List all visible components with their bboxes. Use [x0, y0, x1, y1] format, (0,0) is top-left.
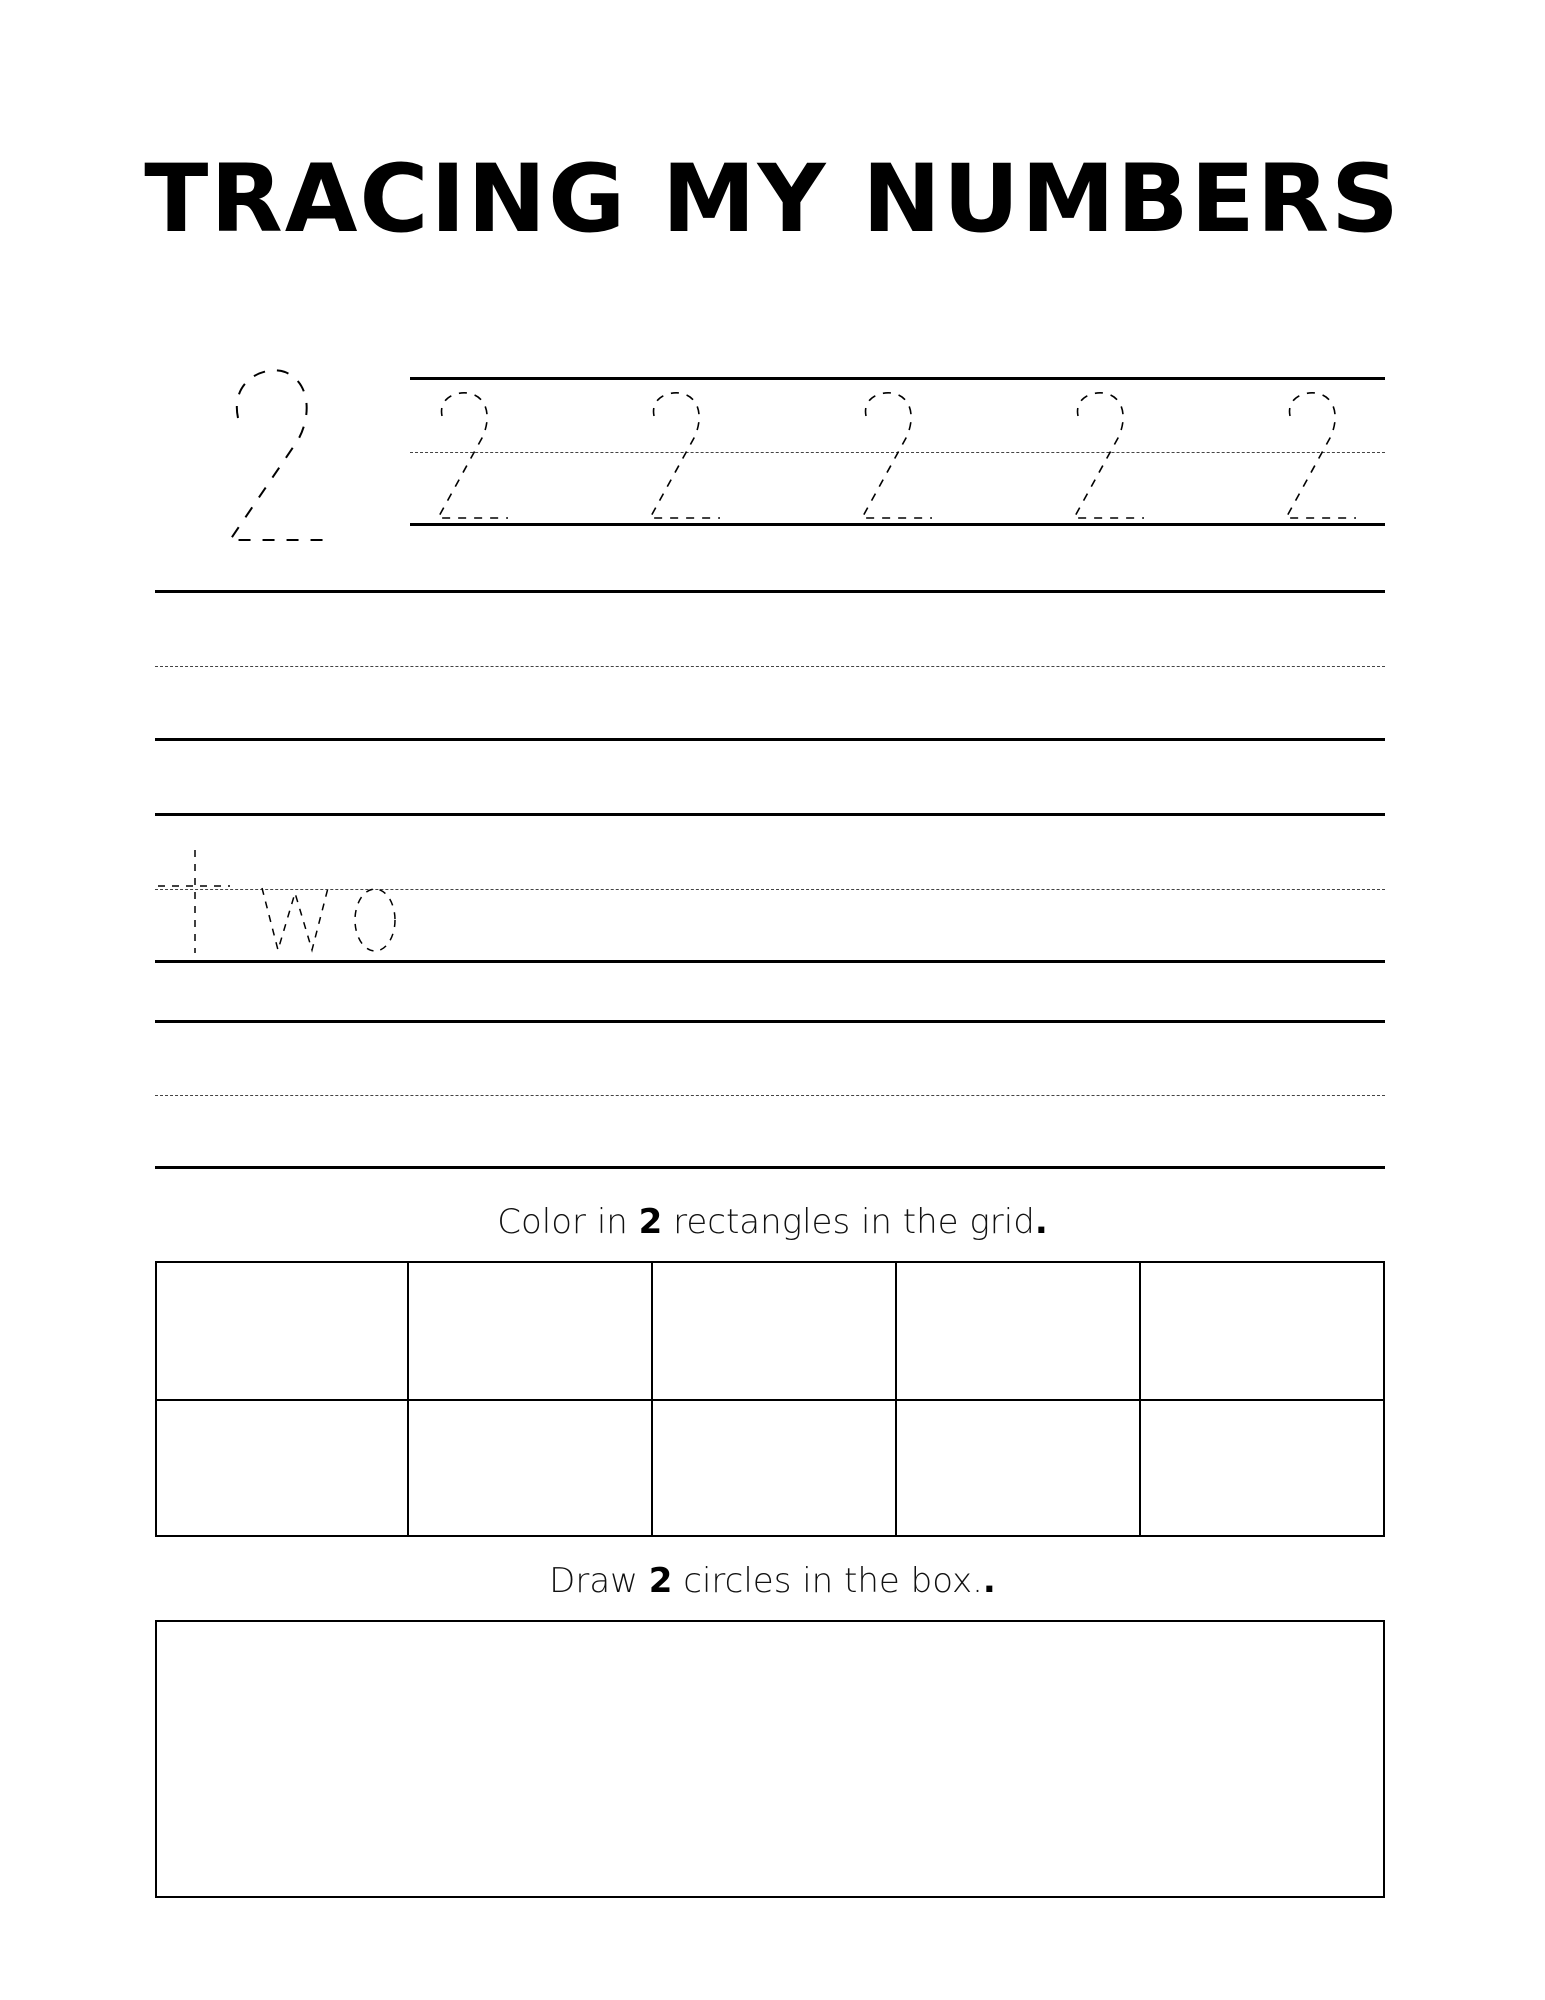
trace-digit-two: [642, 388, 722, 524]
grid-column-divider: [407, 1263, 409, 1535]
practice-row-1-top-line: [155, 590, 1385, 593]
rectangle-grid: [155, 1261, 1385, 1537]
worksheet-title: TRACING MY NUMBERS: [144, 145, 1401, 254]
practice-row-3-bottom-line: [155, 1166, 1385, 1169]
digit-row-top-line: [410, 377, 1385, 380]
practice-row-1-bottom-line: [155, 738, 1385, 741]
trace-digit-two: [1278, 388, 1358, 524]
instruction-color-rectangles: Color in 2 rectangles in the grid.: [497, 1202, 1048, 1242]
practice-row-1-mid-line: [155, 666, 1385, 667]
grid-column-divider: [1139, 1263, 1141, 1535]
instruction-draw-circles: Draw 2 circles in the box..: [549, 1561, 996, 1601]
practice-row-3-mid-line: [155, 1095, 1385, 1096]
trace-digit-two: [1066, 388, 1146, 524]
word-row-top-line: [155, 813, 1385, 816]
grid-column-divider: [895, 1263, 897, 1535]
grid-row-divider: [157, 1399, 1383, 1401]
word-row-bottom-line: [155, 960, 1385, 963]
guide-digit-two: [210, 360, 340, 550]
grid-column-divider: [651, 1263, 653, 1535]
trace-digit-two: [430, 388, 510, 524]
drawing-box: [155, 1620, 1385, 1898]
practice-row-3-top-line: [155, 1020, 1385, 1023]
trace-word-two: [150, 848, 410, 958]
trace-digit-two: [854, 388, 934, 524]
